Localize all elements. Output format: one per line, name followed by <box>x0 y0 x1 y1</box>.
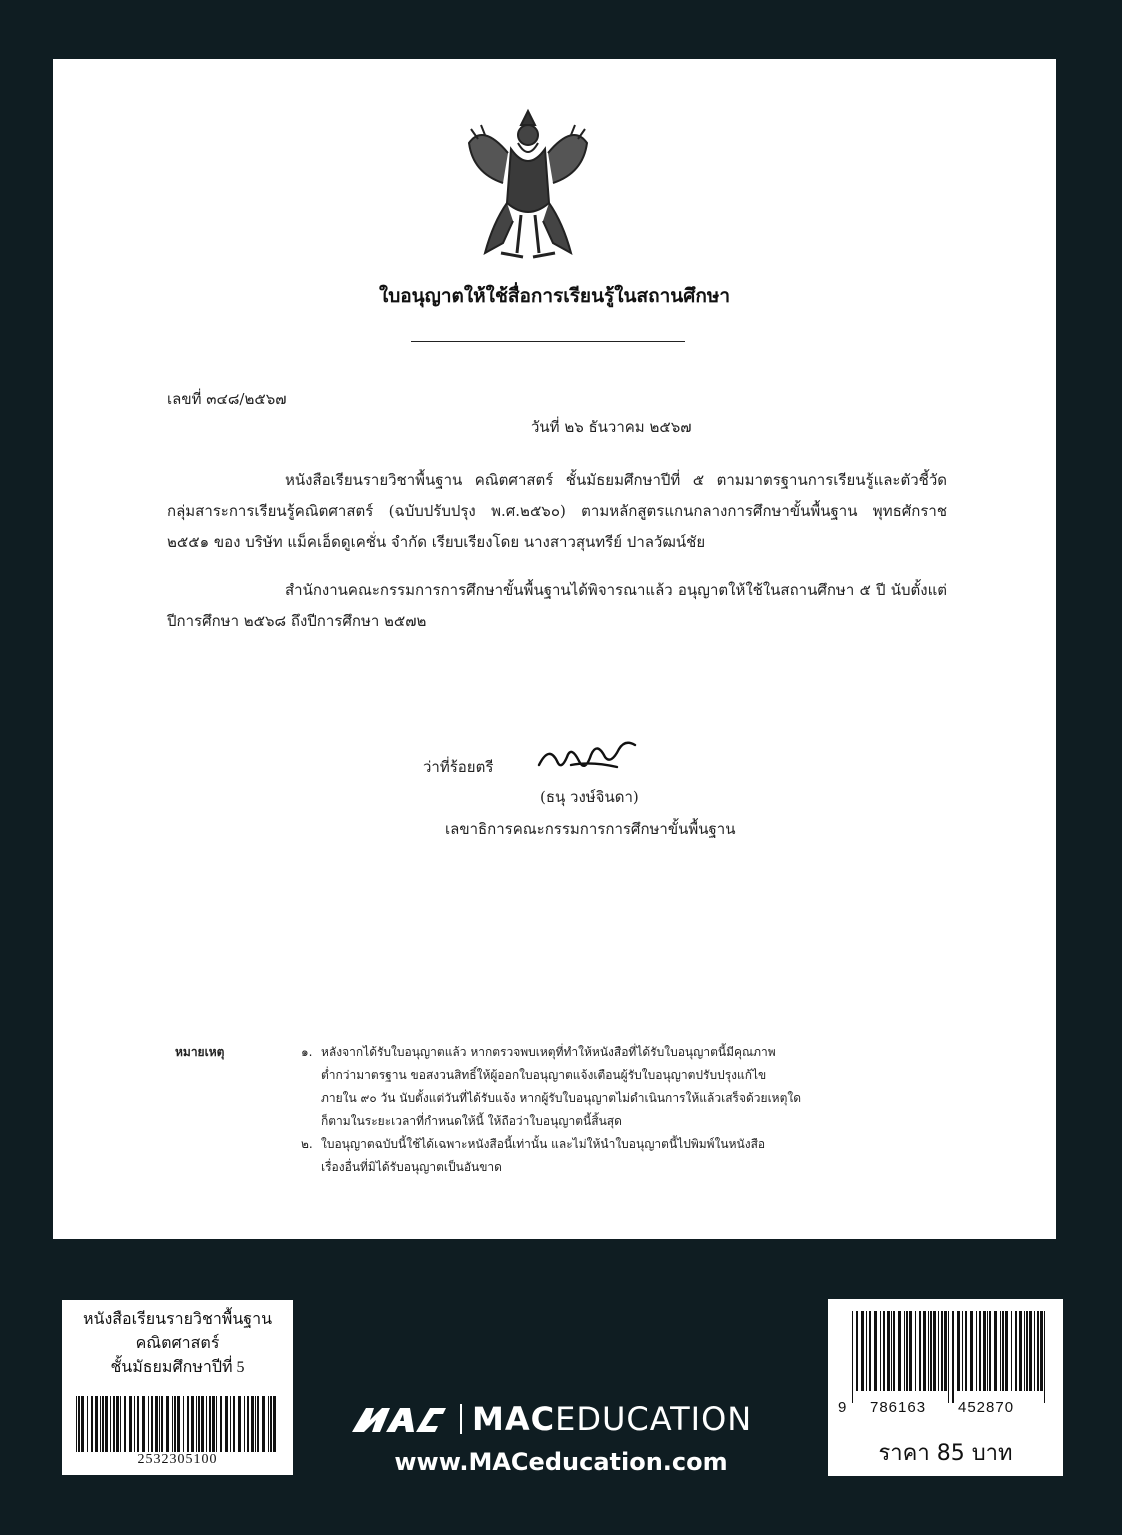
book-barcode-icon <box>74 1396 281 1452</box>
remark-line: เรื่องอื่นที่มิได้รับอนุญาตเป็นอันขาด <box>321 1160 502 1174</box>
signer-name: (ธนุ วงษ์จินดา) <box>540 788 639 806</box>
body-paragraph-2-text: สำนักงานคณะกรรมการการศึกษาขั้นพื้นฐานได้พิจารณาแล้ว อนุญาตให้ใช้ในสถานศึกษา ๕ ปี นับตั้งแต่ปีการศึกษา ๒๕๖๘ ถึงปีการศึกษา ๒๕๗๒ <box>167 581 947 630</box>
brand-separator <box>460 1404 462 1434</box>
book-label-line-1: หนังสือเรียนรายวิชาพื้นฐาน <box>82 1311 273 1328</box>
signer-rank: ว่าที่ร้อยตรี <box>423 758 494 776</box>
brand-name-bold: MAC <box>472 1400 556 1438</box>
isbn-first-digit: 9 <box>838 1399 847 1416</box>
book-label-line-3: ชั้นมัธยมศึกษาปีที่ 5 <box>110 1359 245 1376</box>
publisher-brand <box>350 1395 752 1443</box>
signer-position: เลขาธิการคณะกรรมการการศึกษาขั้นพื้นฐาน <box>445 820 736 838</box>
isbn-group-1: 786163 <box>870 1399 927 1416</box>
remark-item <box>301 1041 901 1133</box>
remark-line: หลังจากได้รับใบอนุญาตแล้ว หากตรวจพบเหตุที่ทำให้หนังสือที่ได้รับใบอนุญาตนี้มีคุณภาพ <box>321 1045 776 1059</box>
remark-number: ๑. <box>301 1045 313 1059</box>
book-label-line-2: คณิตศาสตร์ <box>135 1335 220 1352</box>
brand-name-light: EDUCATION <box>555 1400 753 1438</box>
license-letter-page <box>53 59 1056 1239</box>
remark-line: ต่ำกว่ามาตรฐาน ขอสงวนสิทธิ์ให้ผู้ออกใบอนุญาตแจ้งเตือนผู้รับใบอนุญาตปรับปรุงแก้ไข <box>321 1068 767 1082</box>
book-price: ราคา 85 บาท <box>878 1441 1013 1466</box>
remark-line: ใบอนุญาตฉบับนี้ใช้ได้เฉพาะหนังสือนี้เท่านั้น และไม่ให้นำใบอนุญาตนี้ไปพิมพ์ในหนังสือ <box>321 1137 766 1151</box>
reference-number: เลขที่ ๓๔๘/๒๕๖๗ <box>167 390 287 408</box>
remark-number: ๒. <box>301 1137 313 1151</box>
mac-logo-icon <box>350 1402 448 1436</box>
book-barcode-number: 2532305100 <box>137 1452 218 1467</box>
garuda-emblem-icon <box>463 103 593 263</box>
title-divider <box>411 341 685 342</box>
body-paragraph-2 <box>167 575 947 637</box>
publisher-website: www.MACeducation.com <box>394 1448 728 1476</box>
brand-name <box>472 1400 752 1438</box>
isbn-barcode-icon <box>850 1311 1050 1403</box>
remarks-list <box>301 1041 901 1179</box>
isbn-group-2: 452870 <box>958 1399 1015 1416</box>
body-paragraph-1-text: หนังสือเรียนรายวิชาพื้นฐาน คณิตศาสตร์ ชั้นมัธยมศึกษาปีที่ ๕ ตามมาตรฐานการเรียนรู้และตัวชี้วัด กลุ่มสาระการเรียนรู้คณิตศาสตร์ (ฉบับปรับปรุง พ.ศ.๒๕๖๐) ตามหลักสูตรแกนกลางการศึกษาขั้นพื้นฐาน พุทธศักราช ๒๕๕๑ ของ บริษัท แม็คเอ็ดดูเคชั่น จำกัด เรียบเรียงโดย นางสาวสุนทรีย์ ปาลวัฒน์ชัย <box>167 471 947 551</box>
document-title: ใบอนุญาตให้ใช้สื่อการเรียนรู้ในสถานศึกษา <box>378 285 731 307</box>
remark-item <box>301 1133 901 1179</box>
body-paragraph-1 <box>167 465 947 558</box>
remarks-label: หมายเหตุ <box>175 1045 225 1059</box>
handwritten-signature-icon <box>531 731 651 781</box>
book-label <box>62 1300 293 1475</box>
remark-line: ภายใน ๙๐ วัน นับตั้งแต่วันที่ได้รับแจ้ง หากผู้รับใบอนุญาตไม่ดำเนินการให้แล้วเสร็จด้วยเหตุใด <box>321 1091 802 1105</box>
isbn-box <box>828 1299 1063 1476</box>
remark-line: ก็ตามในระยะเวลาที่กำหนดให้นี้ ให้ถือว่าใบอนุญาตนี้สิ้นสุด <box>321 1114 622 1128</box>
document-date: วันที่ ๒๖ ธันวาคม ๒๕๖๗ <box>531 418 692 436</box>
